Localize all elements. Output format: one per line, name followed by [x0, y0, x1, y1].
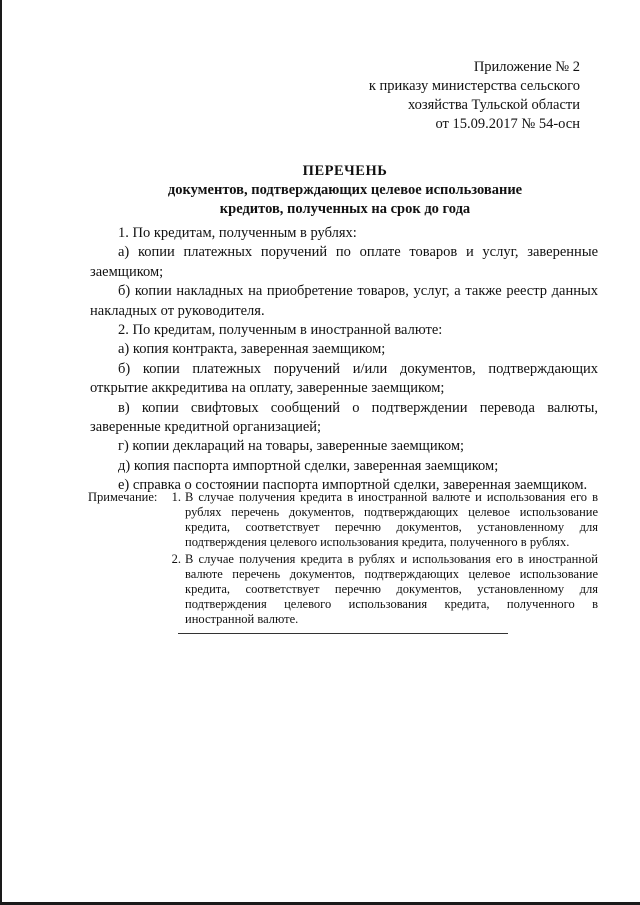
notes-label-spacer	[88, 552, 168, 627]
appendix-order-line: к приказу министерства сельского	[368, 78, 580, 94]
appendix-date-line: от 15.09.2017 № 54-осн	[435, 116, 580, 132]
document-title	[90, 162, 600, 219]
closing-rule	[178, 633, 508, 634]
list-item: б) копии платежных поручений и/или документов, подтверждающих открытие аккредитива на оплату, заверенные заемщиком;	[90, 360, 598, 397]
note-text: В случае получения кредита в иностранной валюте и использования его в рублях перечень документов, подтверждающих целевое использование кредита, соответствует перечню документов, установленному для подтверждения целевого использования кредита, полученного в рублях.	[185, 490, 598, 549]
list-item: а) копия контракта, заверенная заемщиком;	[118, 341, 386, 358]
note-text: В случае получения кредита в рублях и использования его в иностранной валюте перечень документов, подтверждающих целевое использование кредита, соответствует перечню документов, установленному для подтверждения целевого использования кредита, полученного в иностранной валюте.	[185, 552, 598, 626]
note-number: 2.	[171, 552, 181, 566]
note-item-2	[88, 552, 598, 627]
note-number: 1.	[171, 490, 181, 504]
list-item: г) копии деклараций на товары, заверенные заемщиком;	[118, 438, 465, 455]
appendix-header	[340, 58, 580, 134]
list-item: б) копии накладных на приобретение товаров, услуг, а также реестр данных накладных от руководителя.	[90, 283, 598, 319]
document-body	[90, 224, 598, 496]
section-2-heading: 2. По кредитам, полученным в иностранной валюте:	[118, 322, 443, 339]
appendix-ministry-line: хозяйства Тульской области	[407, 97, 580, 113]
note-item-1	[88, 490, 598, 550]
list-item: д) копия паспорта импортной сделки, заверенная заемщиком;	[118, 457, 499, 474]
appendix-number: Приложение № 2	[473, 59, 580, 75]
section-1-heading: 1. По кредитам, полученным в рублях:	[118, 225, 357, 241]
scan-edge-left	[0, 0, 2, 905]
list-item: в) копии свифтовых сообщений о подтверждении перевода валюты, заверенные кредитной организацией;	[90, 399, 598, 436]
title-subtitle-1: документов, подтверждающих целевое использование	[167, 182, 523, 198]
title-main: ПЕРЕЧЕНЬ	[302, 163, 388, 179]
notes-section	[88, 490, 598, 627]
notes-label: Примечание:	[88, 490, 158, 504]
title-subtitle-2: кредитов, полученных на срок до года	[219, 201, 471, 217]
list-item: е) справка о состоянии паспорта импортной сделки, заверенная заемщиком.	[118, 477, 588, 494]
list-item: а) копии платежных поручений по оплате товаров и услуг, заверенные заемщиком;	[90, 244, 598, 280]
